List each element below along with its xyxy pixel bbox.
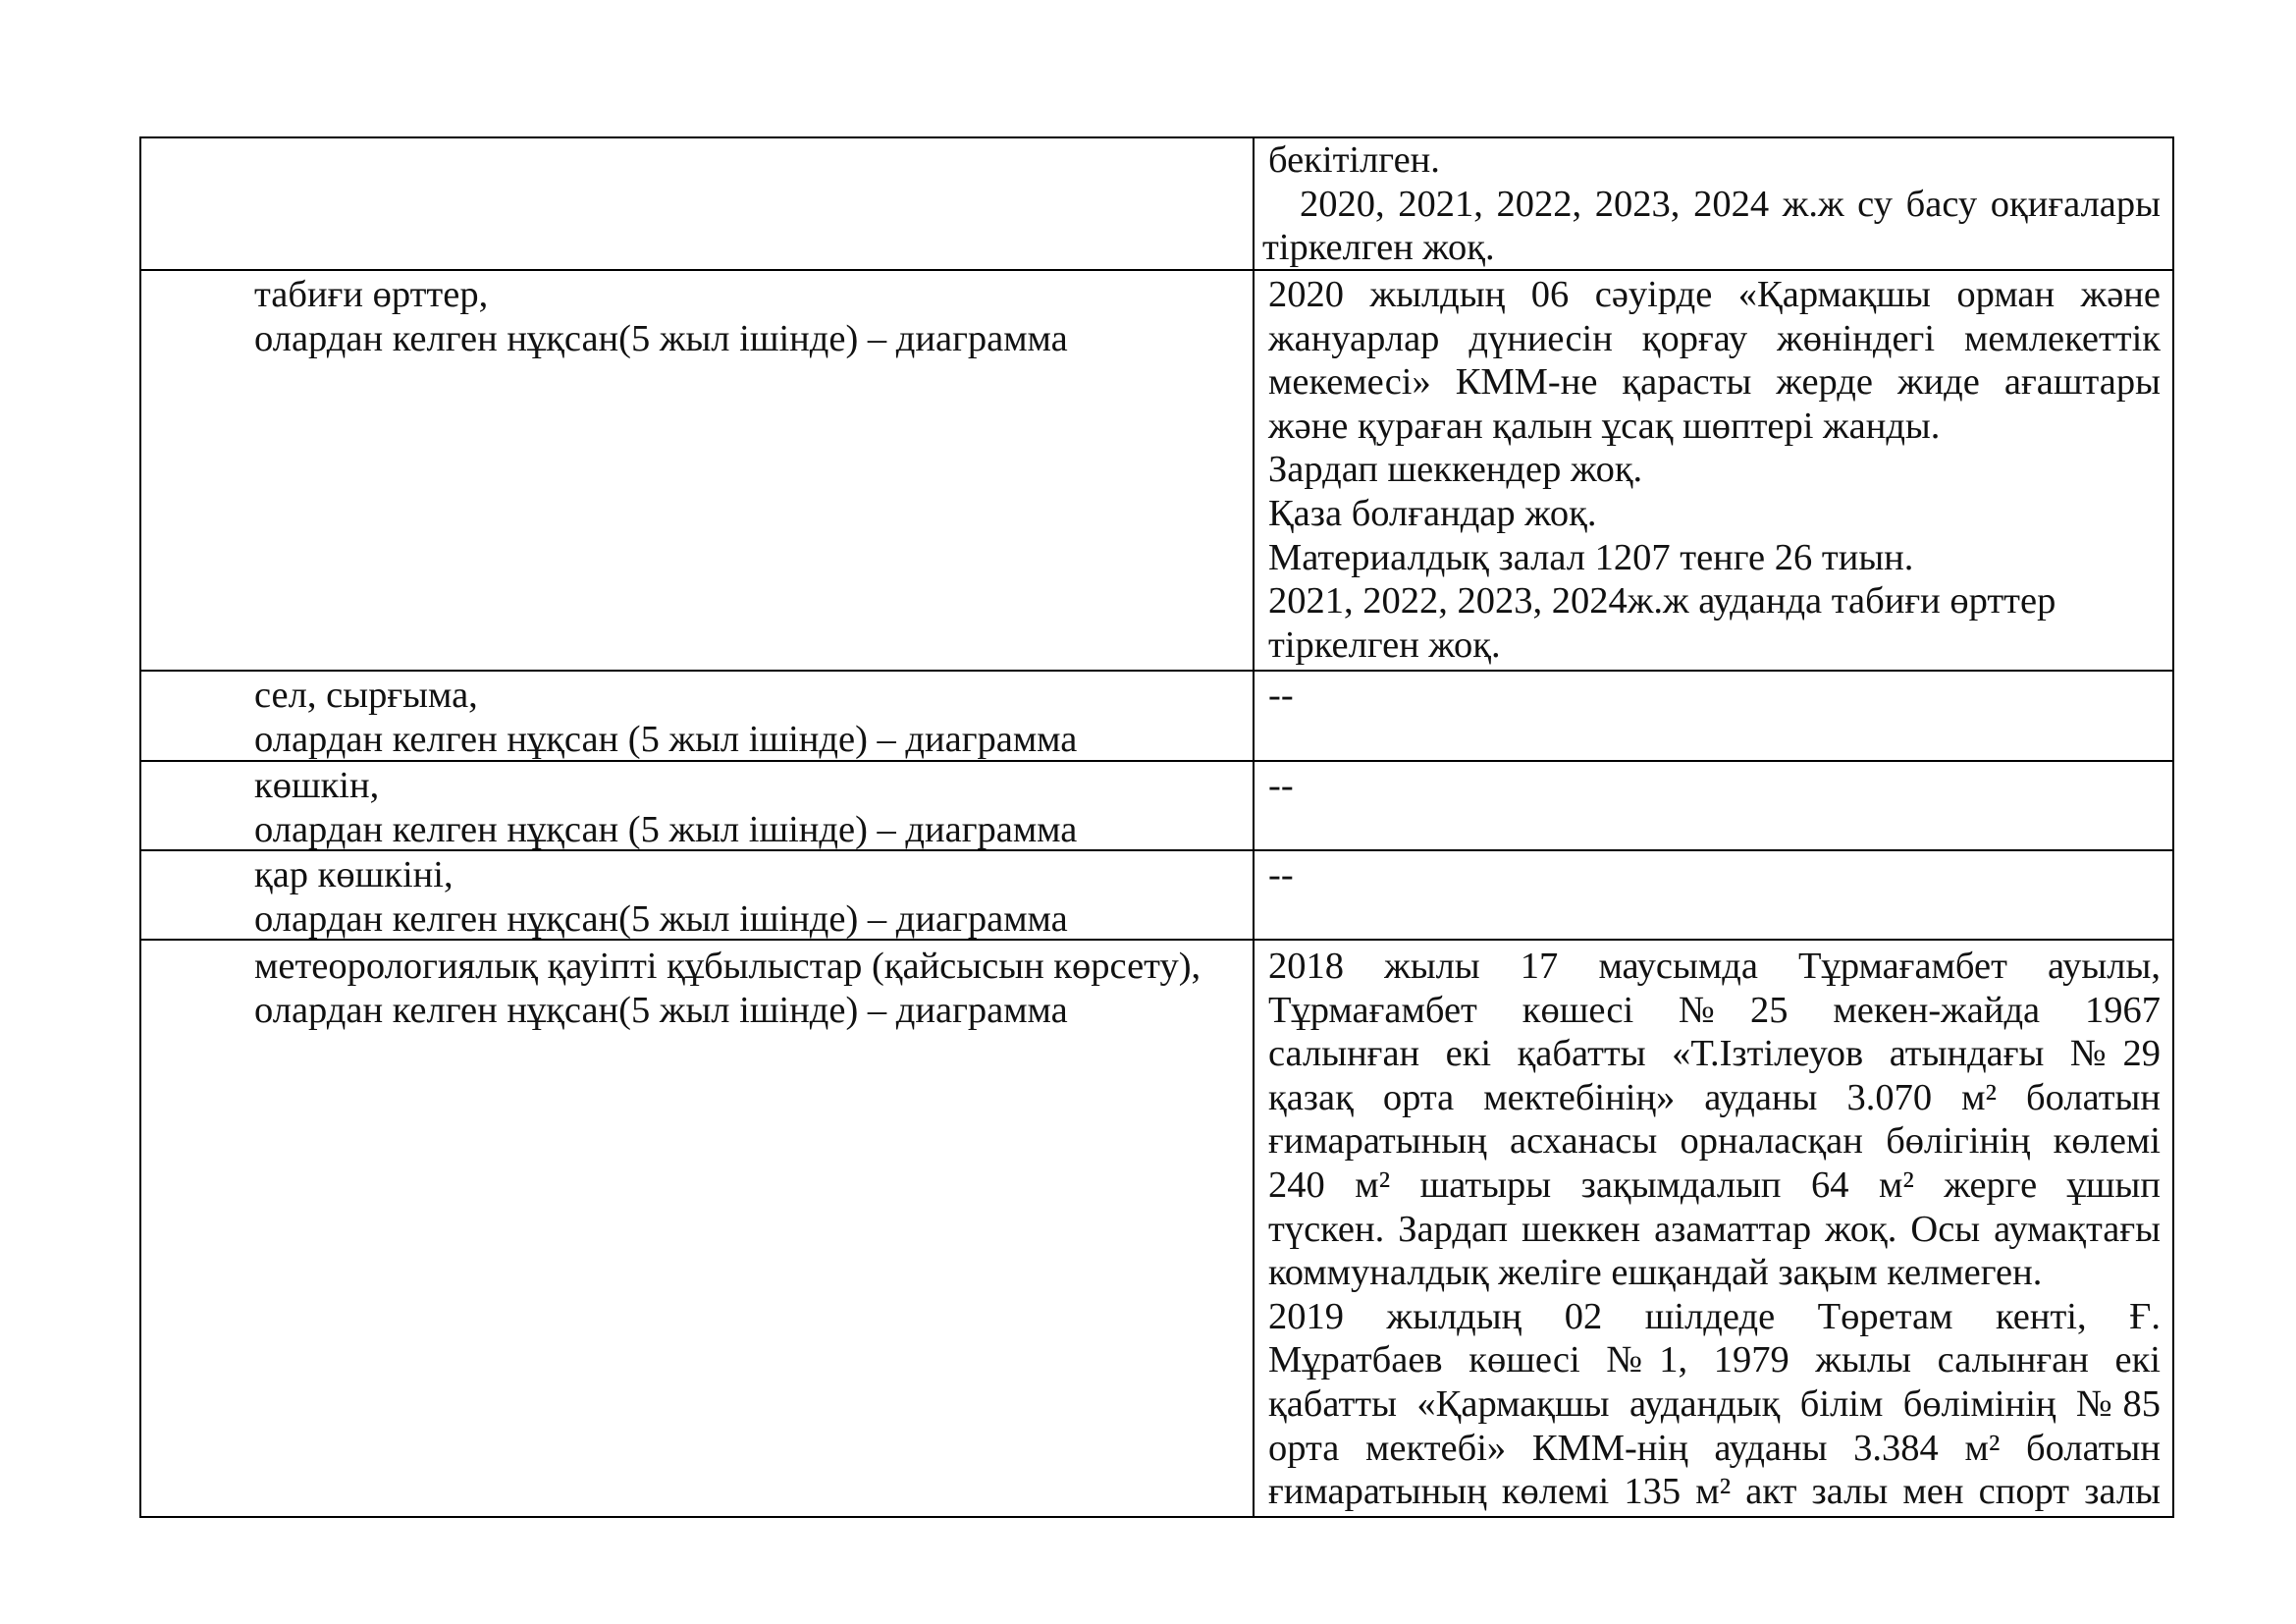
details-line: орта мектебі» КММ-нің ауданы 3.384 м² болатын (1268, 1427, 2161, 1469)
category-line: көшкін, (254, 765, 380, 806)
category-line: қар көшкіні, (254, 854, 454, 895)
category-cell (141, 941, 1253, 1516)
details-line: -- (1268, 765, 1294, 806)
details-line: 2021, 2022, 2023, 2024ж.ж ауданда табиғи өрттер (1268, 580, 2056, 623)
details-line: жануарлар дүниесін қорғау жөніндегі мемлекеттік (1268, 317, 2161, 359)
details-cell (1255, 762, 2172, 849)
details-line: Тұрмағамбет көшесі №25 мекен-жайда 1967 (1268, 989, 2161, 1031)
details-cell (1255, 672, 2172, 760)
hazard-table (139, 136, 2174, 1518)
details-line: 2020, 2021, 2022, 2023, 2024 ж.ж су басу оқиғалары (1300, 183, 2161, 225)
details-line: -- (1268, 675, 1294, 716)
category-cell (141, 851, 1253, 939)
category-cell (141, 672, 1253, 760)
details-line: тіркелген жоқ. (1268, 623, 1501, 666)
details-line: қабатты «Қармақшы аудандық білім бөлімінің №85 (1268, 1382, 2161, 1425)
details-cell (1255, 851, 2172, 939)
category-cell (141, 762, 1253, 849)
details-line: Зардап шеккендер жоқ. (1268, 449, 1643, 491)
category-cell (141, 271, 1253, 670)
details-line: Материалдық залал 1207 тенге 26 тиын. (1268, 536, 1914, 578)
details-cell (1255, 138, 2172, 269)
category-line: олардан келген нұқсан (5 жыл ішінде) – диаграмма (254, 808, 1078, 850)
details-cell (1255, 941, 2172, 1516)
details-line: 2020 жылдың 06 сәуірде «Қармақшы орман және (1268, 274, 2161, 315)
details-line: мекемесі» КММ-не қарасты жерде жиде ағаштары (1268, 361, 2161, 404)
category-line: сел, сырғыма, (254, 675, 478, 716)
category-line: табиғи өрттер, (254, 274, 489, 315)
category-line: метеорологиялық қауіпті құбылыстар (қайсысын көрсету), (254, 946, 1201, 987)
category-line: олардан келген нұқсан(5 жыл ішінде) – диаграмма (254, 989, 1068, 1031)
details-cell (1255, 271, 2172, 670)
details-line: түскен. Зардап шеккен азаматтар жоқ. Осы аумақтағы (1268, 1208, 2161, 1250)
details-line: 240 м² шатыры зақымдалып 64 м² жерге ұшып (1268, 1164, 2161, 1206)
details-line: ғимаратының асханасы орналасқан бөлігінің көлемі (1268, 1120, 2161, 1163)
details-line: 2018 жылы 17 маусымда Тұрмағамбет ауылы, (1268, 946, 2161, 987)
details-line: тіркелген жоқ. (1262, 227, 1495, 269)
category-line: олардан келген нұқсан (5 жыл ішінде) – диаграмма (254, 718, 1078, 760)
details-line: ғимаратының көлемі 135 м² акт залы мен спорт залы (1268, 1471, 2161, 1513)
category-line: олардан келген нұқсан(5 жыл ішінде) – диаграмма (254, 317, 1068, 359)
details-line: және қураған қалын ұсақ шөптері жанды. (1268, 405, 1941, 447)
details-line: бекітілген. (1268, 139, 1440, 181)
details-line: -- (1268, 854, 1294, 895)
details-line: Мұратбаев көшесі №1, 1979 жылы салынған екі (1268, 1339, 2161, 1381)
details-line: қазақ орта мектебінің» ауданы 3.070 м² болатын (1268, 1076, 2161, 1118)
details-line: Қаза болғандар жоқ. (1268, 492, 1597, 534)
details-line: коммуналдық желіге ешқандай зақым келмеген. (1268, 1252, 2043, 1294)
details-line: 2019 жылдың 02 шілдеде Төретам кенті, Ғ. (1268, 1295, 2161, 1337)
category-line: олардан келген нұқсан(5 жыл ішінде) – диаграмма (254, 897, 1068, 940)
details-line: салынған екі қабатты «Т.Ізтілеуов атындағы №29 (1268, 1033, 2161, 1075)
category-cell (141, 138, 1253, 269)
